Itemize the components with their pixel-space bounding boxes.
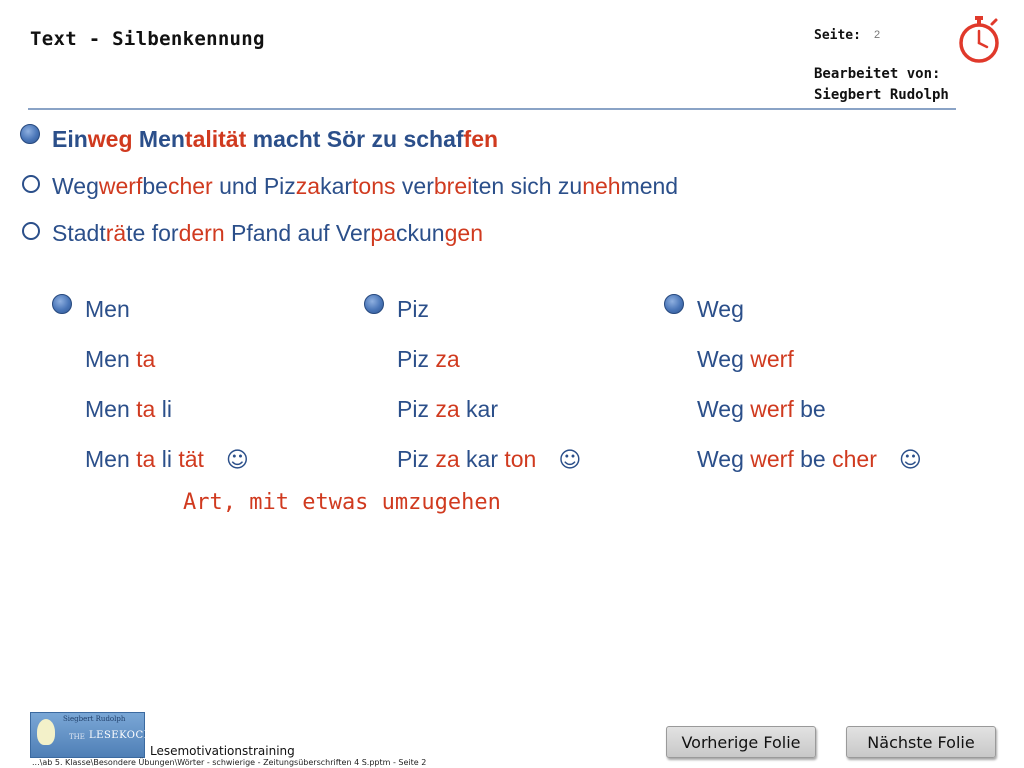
syllable-segment: gen bbox=[444, 220, 483, 246]
syllable-segment: brei bbox=[433, 173, 473, 199]
syllable-segment: Piz bbox=[397, 296, 429, 322]
syllable-segment: Piz bbox=[397, 346, 429, 372]
syllable-segment: werf bbox=[98, 173, 143, 199]
syllable-segment: be bbox=[793, 396, 826, 422]
syllable-segment: ckun bbox=[396, 220, 445, 246]
syllable-segment: Stadt bbox=[52, 220, 106, 246]
syllable-line bbox=[85, 296, 130, 323]
syllable-segment: Men bbox=[132, 126, 185, 152]
syllable-segment: za bbox=[428, 446, 460, 472]
syllable-segment: tons bbox=[352, 173, 396, 199]
edited-by-label: Bearbeitet von: bbox=[814, 66, 941, 82]
syllable-segment: za bbox=[428, 396, 460, 422]
syllable-segment: Weg bbox=[697, 296, 744, 322]
lightbulb-icon bbox=[37, 719, 55, 745]
syllable-column-wegwerfbecher bbox=[697, 296, 997, 486]
footer-label: Lesemotivationstraining bbox=[150, 744, 295, 758]
edited-by-name: Siegbert Rudolph bbox=[814, 87, 949, 103]
syllable-segment: kar bbox=[459, 396, 498, 422]
syllable-segment: und Piz bbox=[212, 173, 296, 199]
file-path: ...\ab 5. Klasse\Besondere Übungen\Wörter - schwierige - Zeitungsüberschriften 4 S.pptm - Seite 2 bbox=[32, 758, 427, 767]
logo-the: THE bbox=[69, 733, 85, 741]
syllable-segment: ver bbox=[395, 173, 434, 199]
syllable-segment: kar bbox=[320, 173, 353, 199]
syllable-line bbox=[397, 396, 498, 423]
syllable-segment: za bbox=[428, 346, 460, 372]
syllable-column-pizzakarton bbox=[397, 296, 657, 486]
sentence-3 bbox=[52, 220, 483, 247]
slide-title: Text - Silbenkennung bbox=[30, 28, 265, 50]
syllable-segment: tät bbox=[218, 126, 247, 152]
open-circle-bullet-icon bbox=[22, 222, 40, 240]
syllable-segment: ta bbox=[129, 396, 156, 422]
next-slide-button[interactable]: Nächste Folie bbox=[846, 726, 996, 758]
page-number: 2 bbox=[874, 29, 881, 41]
smiley-icon: ☺ bbox=[225, 448, 249, 473]
syllable-line bbox=[697, 346, 794, 373]
open-circle-bullet-icon bbox=[22, 175, 40, 193]
syllable-segment: cher bbox=[825, 446, 877, 472]
filled-circle-bullet-icon bbox=[364, 294, 384, 314]
syllable-segment: Men bbox=[85, 446, 130, 472]
syllable-segment: mend bbox=[620, 173, 679, 199]
sentence-1 bbox=[52, 126, 498, 153]
page-label: Seite: bbox=[814, 28, 861, 43]
syllable-segment: be bbox=[142, 173, 168, 199]
syllable-segment: Weg bbox=[52, 173, 99, 199]
syllable-line bbox=[697, 296, 744, 323]
syllable-segment: werf bbox=[743, 346, 794, 372]
syllable-segment: Men bbox=[85, 296, 130, 322]
syllable-line bbox=[697, 446, 922, 473]
word-explanation: Art, mit etwas umzugehen bbox=[183, 490, 501, 515]
syllable-line bbox=[85, 346, 155, 373]
syllable-segment: li bbox=[155, 446, 172, 472]
syllable-segment: macht Sör zu schaf bbox=[246, 126, 464, 152]
syllable-segment: weg bbox=[87, 126, 133, 152]
syllable-segment: Ein bbox=[52, 126, 88, 152]
smiley-icon: ☺ bbox=[898, 448, 922, 473]
syllable-segment: fen bbox=[463, 126, 499, 152]
syllable-segment: te for bbox=[126, 220, 179, 246]
logo-brand: LESEKOCH bbox=[89, 730, 153, 741]
syllable-segment: cher bbox=[167, 173, 213, 199]
syllable-segment: Men bbox=[85, 396, 130, 422]
syllable-segment: Men bbox=[85, 346, 130, 372]
sentence-2 bbox=[52, 173, 678, 200]
syllable-segment: Piz bbox=[397, 396, 429, 422]
syllable-segment: werf bbox=[743, 396, 794, 422]
lesekoch-logo bbox=[30, 712, 153, 758]
syllable-line bbox=[397, 446, 581, 473]
syllable-line bbox=[397, 346, 460, 373]
syllable-segment: neh bbox=[582, 173, 621, 199]
syllable-segment: tät bbox=[171, 446, 204, 472]
syllable-segment: Pfand auf Ver bbox=[224, 220, 371, 246]
syllable-segment: tali bbox=[184, 126, 219, 152]
filled-circle-bullet-icon bbox=[664, 294, 684, 314]
syllable-segment: kar bbox=[459, 446, 498, 472]
header-divider bbox=[28, 108, 956, 110]
syllable-line bbox=[85, 396, 172, 423]
syllable-segment: li bbox=[155, 396, 172, 422]
syllable-segment: Weg bbox=[697, 396, 744, 422]
filled-circle-bullet-icon bbox=[20, 124, 40, 144]
syllable-segment: ten sich zu bbox=[472, 173, 583, 199]
syllable-line bbox=[697, 396, 826, 423]
logo-author: Siegbert Rudolph bbox=[63, 715, 126, 723]
syllable-line bbox=[397, 296, 429, 323]
syllable-segment: dern bbox=[178, 220, 225, 246]
syllable-segment: Weg bbox=[697, 346, 744, 372]
syllable-segment: Weg bbox=[697, 446, 744, 472]
syllable-line bbox=[85, 446, 249, 473]
syllable-segment: ta bbox=[129, 446, 156, 472]
filled-circle-bullet-icon bbox=[52, 294, 72, 314]
syllable-segment: Piz bbox=[397, 446, 429, 472]
stopwatch-icon[interactable] bbox=[956, 14, 1002, 64]
syllable-segment: za bbox=[295, 173, 321, 199]
previous-slide-button[interactable]: Vorherige Folie bbox=[666, 726, 816, 758]
syllable-segment: be bbox=[793, 446, 826, 472]
syllable-segment: werf bbox=[743, 446, 794, 472]
smiley-icon: ☺ bbox=[558, 448, 582, 473]
syllable-segment: ta bbox=[129, 346, 156, 372]
syllable-segment: rä bbox=[105, 220, 127, 246]
syllable-segment: pa bbox=[370, 220, 397, 246]
syllable-column-mentalitaet bbox=[85, 296, 345, 486]
syllable-segment: ton bbox=[497, 446, 537, 472]
